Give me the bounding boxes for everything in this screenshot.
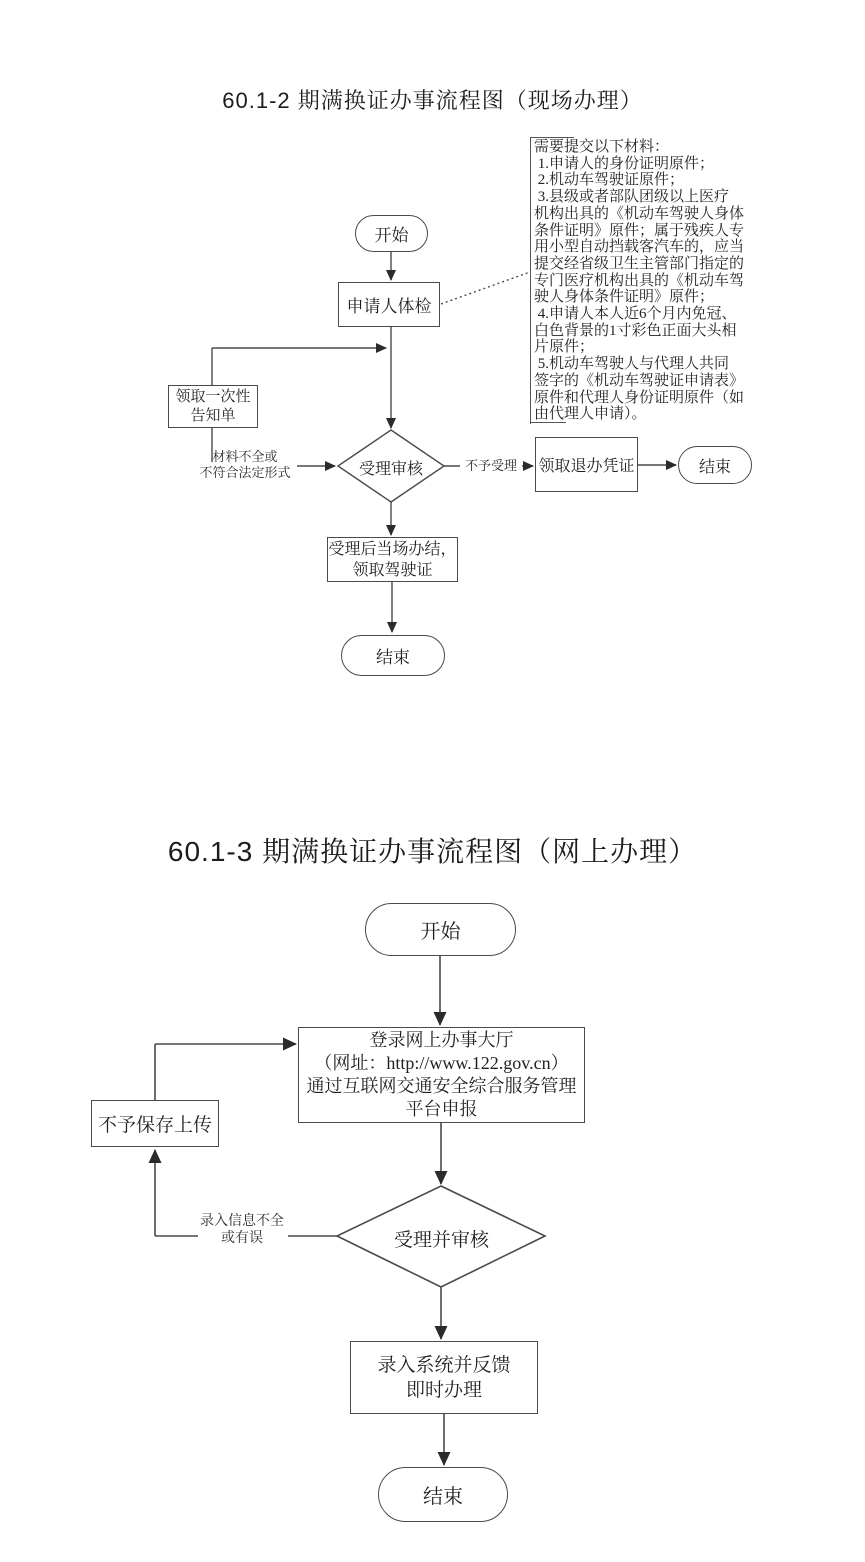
note-border-left	[530, 137, 531, 424]
flow1-end-bottom-label: 结束	[376, 648, 410, 667]
flow1-incomplete-label-line2: 不符合法定形式	[199, 464, 291, 480]
flow1-end-right-label: 结束	[698, 458, 731, 476]
flow1-exam-label: 申请人体检	[346, 297, 432, 316]
flow1-end-right-terminator	[678, 446, 752, 484]
flow2-login-label-line3: 通过互联网交通安全综合服务管理	[306, 1076, 577, 1096]
flow2-login-label-line2: （网址：http://www.122.gov.cn）	[314, 1053, 569, 1073]
flow1-notice-step	[168, 385, 258, 428]
flow2-login-label-line1: 登录网上办事大厅	[369, 1030, 514, 1050]
flow1-complete-step	[327, 537, 458, 582]
flow1-end-bottom-terminator	[341, 635, 445, 676]
edge-exam-to-note-dotted	[441, 272, 530, 304]
flow1-complete-label-line2: 领取驾驶证	[352, 561, 433, 579]
flow2-record-step	[350, 1341, 538, 1414]
flow1-refund-step	[535, 437, 638, 492]
flow2-nosave-label: 不予保存上传	[97, 1115, 212, 1136]
flow1-incomplete-edge-label	[186, 449, 304, 481]
flowchart1-title: 60.1-2 期满换证办事流程图（现场办理）	[222, 88, 643, 113]
flow2-nosave-step	[91, 1100, 219, 1147]
flow1-refund-label: 领取退办凭证	[538, 458, 635, 475]
flow1-review-decision-label: 受理审核	[358, 461, 423, 478]
flow2-login-step	[298, 1027, 585, 1123]
flow2-login-label-line4: 平台申报	[405, 1099, 478, 1119]
flow1-incomplete-label-line1: 材料不全或	[212, 449, 278, 464]
flow2-incomplete-label-line1: 录入信息不全	[200, 1214, 284, 1229]
note-border-top	[530, 137, 574, 138]
flow2-end-label: 结束	[423, 1486, 463, 1508]
flow2-start-terminator	[365, 903, 516, 956]
flow1-start-terminator	[355, 215, 428, 252]
flow2-end-terminator	[378, 1467, 508, 1522]
flow1-rejected-edge-label: 不予受理	[460, 458, 522, 474]
flow1-start-label: 开始	[374, 226, 409, 245]
flowchart2-title: 60.1-3 期满换证办事流程图（网上办理）	[167, 836, 698, 867]
flow2-record-label-line1: 录入系统并反馈	[377, 1354, 511, 1376]
flow2-incomplete-edge-label	[194, 1213, 290, 1247]
flow1-complete-label-line1: 受理后当场办结，	[328, 540, 457, 558]
flow1-notice-label-line1: 领取一次性	[175, 388, 251, 405]
flow2-review-decision-label: 受理并审核	[393, 1230, 489, 1251]
flow1-notice-label-line2: 告知单	[190, 407, 236, 424]
required-materials-note: 需要提交以下材料： 1.申请人的身份证明原件； 2.机动车驾驶证原件； 3.县级或者部队团级以上医疗 机构出具的《机动车驾驶人身体 条件证明》原件；属于残疾人专 用小型自动挡载客汽车的，应当 提交经省级卫生主管部门指定的 专门医疗机构出具的《机动车驾 驶人身体条件证明》原件； 4.申请人本人近6个月内免冠、 白色背景的1寸彩色正面大头相 片原件； 5.机动车驾驶人与代理人共同 签字的《机动车驾驶证申请表》 原件和代理人身份证明原件（如 由代理人申请）。	[534, 139, 745, 423]
flow1-exam-step	[338, 282, 440, 327]
flow2-incomplete-label-line2: 或有误	[221, 1231, 263, 1246]
flow2-start-label: 开始	[420, 921, 461, 943]
flow2-record-label-line2: 即时办理	[405, 1379, 482, 1401]
